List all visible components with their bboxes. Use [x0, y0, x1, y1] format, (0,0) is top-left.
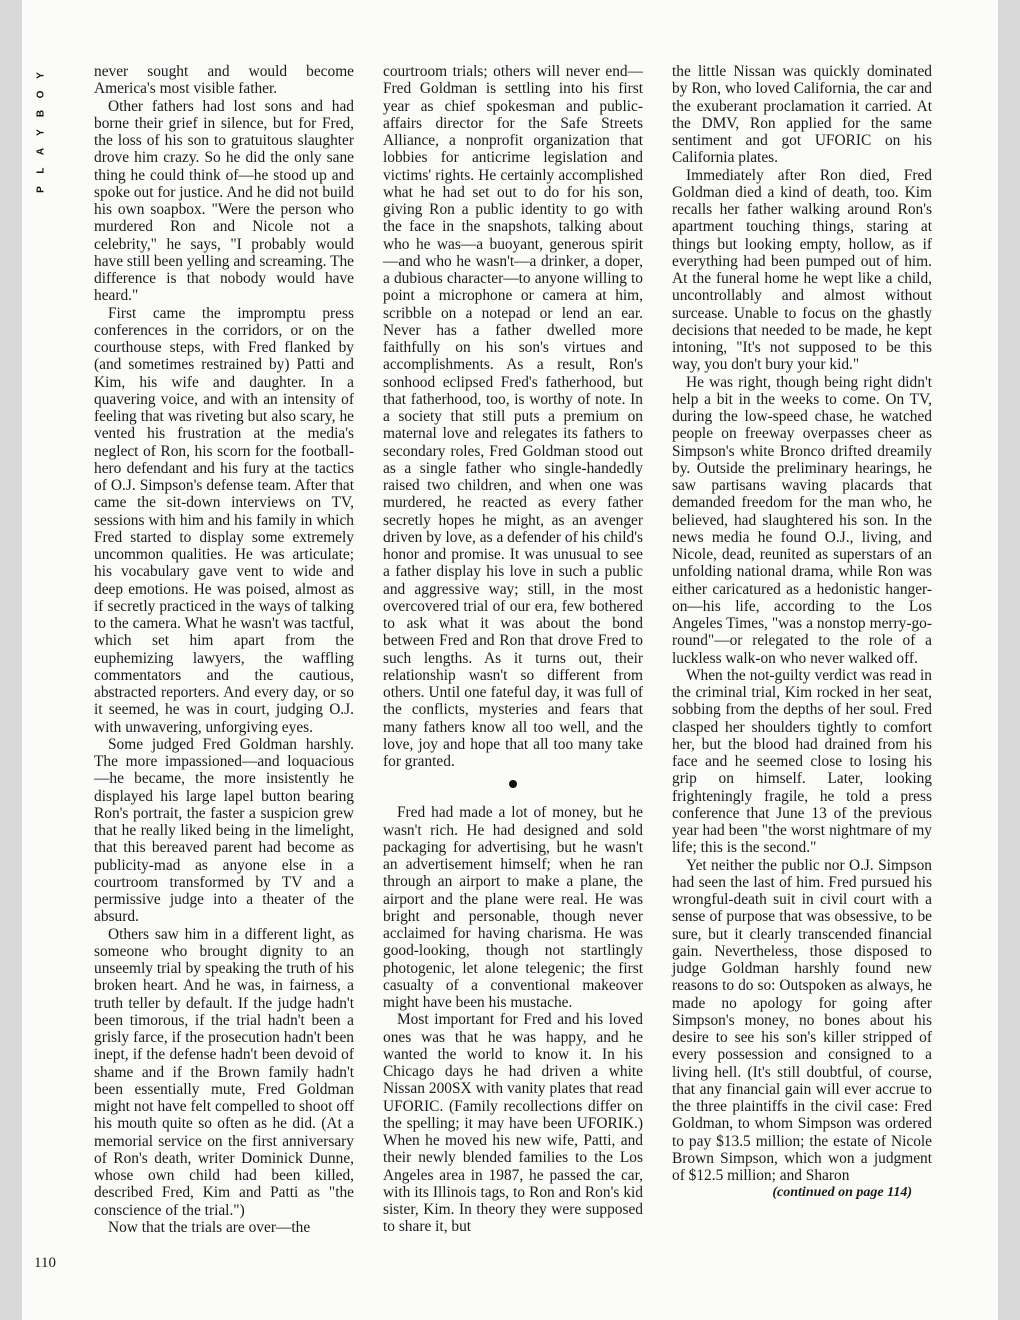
paragraph: the little Nissan was quickly dominated by Ron, who loved California, the car and the exuberant proclamation it carried. At the DMV, Ron applied for the same sentiment and got UFORIC on his California plates. — [672, 63, 932, 167]
masthead-letter: O — [35, 90, 47, 99]
paragraph: Other fathers had lost sons and had borne their grief in silence, but for Fred, the loss of his son to gratuitous slaughter drove him crazy. So he did the only sane thing he could think of—he stood up and spoke out for justice. And he did not build his own soapbox. "Were the person who murdered Ron and Nicole not a celebrity," he says, "I probably would have still been yelling and screaming. The difference is that nobody would have heard." — [94, 97, 354, 305]
masthead-letter: L — [35, 167, 47, 174]
paragraph: never sought and would become America's most visible father. — [94, 63, 354, 98]
paragraph: He was right, though being right didn't help a bit in the weeks to come. On TV, during the low-speed chase, he watched people on freeway overpasses cheer as Simpson's white Bronco drifted dreamily by. Outside the preliminary hearings, he saw partisans waving placards that demanded freedom for the man who, he believed, had slaughtered his son. In the news media he found O.J., living, and Nicole, dead, reunited as superstars of an unfolding national drama, while Ron was either caricatured as a hedonistic hanger-on—his life, according to the Los Angeles Times, "was a nonstop merry-go-round"—or relegated to the role of a luckless walk-on who never walked off. — [672, 373, 932, 667]
masthead-letter: B — [35, 109, 47, 118]
paragraph: courtroom trials; others will never end—Fred Goldman is settling into his first year as chief spokesman and public-affairs director for the Safe Streets Alliance, a nonprofit organization that lobbies for anticrime legislation and victims' rights. He certainly accomplished what he had set out to do for his son, giving Ron a public identity to go with the face in the snapshots, talking about who he was—a buoyant, generous spirit—and who he wasn't—a drinker, a doper, a dubious character—to anyone willing to point a microphone or camera at him, scribble on a notepad or lend an ear. Never has a father dwelled more faithfully on his son's virtues and accomplishments. As a result, Ron's sonhood eclipsed Fred's fatherhood, but that fatherhood, too, is worthy of note. In a society that still puts a premium on maternal love and relegates its fathers to secondary roles, Fred Goldman stood out as a single father who single-handedly raised two children, and when one was murdered, he reacted as every father secretly hopes he might, as an avenger driven by love, as a defender of his child's honor and promise. It was unusual to see a father display his love in such a public and aggressive way; still, in the most overcovered trial of our era, few bothered to ask what it was about the bond between Fred and Ron that drove Fred to such lengths. As it turns out, their relationship wasn't so different from others. Until one fateful day, it was full of the conflicts, mysteries and fears that many fathers know all too well, and the love, joy and hope that all too many take for granted. — [383, 63, 643, 770]
paragraph: Most important for Fred and his loved ones was that he was happy, and he wanted the world to know it. In his Chicago days he had driven a white Nissan 200SX with vanity plates that read UFORIC. (Family recollections differ on the spelling; it may have been UFORIK.) When he moved his new wife, Patti, and their newly blended families to the Los Angeles area in 1987, he passed the car, with its Illinois tags, to Ron and Ron's kid sister, Kim. In theory they were supposed to share it, but — [383, 1011, 643, 1236]
continued-note: (continued on page 114) — [772, 1185, 912, 1201]
text-column-3 — [672, 63, 932, 1202]
paragraph: When the not-guilty verdict was read in the criminal trial, Kim rocked in her seat, sobbing from the depths of her soul. Fred clasped her shoulders tightly to comfort her, but the blood had drained from his face and he seemed close to losing his grip on himself. Later, looking frighteningly fragile, he told a press conference that June 13 of the previous year had been "the worst nightmare of my life; this is the second." — [672, 666, 932, 857]
masthead-playboy — [30, 66, 52, 199]
masthead-letter: Y — [35, 72, 47, 79]
magazine-page — [22, 0, 998, 1320]
page-number: 110 — [34, 1255, 56, 1271]
masthead-letter: P — [35, 186, 47, 193]
masthead-letter: Y — [35, 129, 47, 136]
paragraph: Immediately after Ron died, Fred Goldman died a kind of death, too. Kim recalls her father walking around Ron's apartment touching things, staring at things but looking empty, hollow, as if everything had been pumped out of him. At the funeral home he wept like a child, uncontrollably and almost without surcease. Unable to focus on the ghastly decisions that needed to be made, he kept intoning, "It's not supposed to be this way, you don't bury your kid." — [672, 166, 932, 374]
section-break-bullet — [383, 776, 643, 794]
paragraph: Now that the trials are over—the — [108, 1218, 311, 1236]
masthead-letter: A — [35, 147, 47, 156]
paragraph: Others saw him in a different light, as someone who brought dignity to an unseemly trial by speaking the truth of his broken heart. And he was, in fairness, a truth teller by default. If the judge hadn't been timorous, if the trial hadn't been a grisly farce, if the prosecution hadn't been inept, if the defense hadn't been devoid of shame and if the Brown family hadn't been essentially mute, Fred Goldman might not have felt compelled to shoot off his mouth quite so often as he did. (At a memorial service on the first anniversary of Ron's death, writer Dominick Dunne, whose own child had been killed, described Fred, Kim and Patti as "the conscience of the trial.") — [94, 925, 354, 1219]
paragraph: Yet neither the public nor O.J. Simpson had seen the last of him. Fred pursued his wrongful-death suit in civil court with a sense of purpose that was obsessive, to be sure, but it clearly transcended financial gain. Nevertheless, those disposed to judge Goldman harshly found new reasons to do so: Outspoken as always, he made no apology for going after Simpson's money, no bones about his desire to see his son's killer stripped of every possession and consigned to a living hell. (It's still doubtful, of course, that any financial gain will ever accrue to the three plaintiffs in the civil case: Fred Goldman, to whom Simpson was ordered to pay $13.5 million; the estate of Nicole Brown Simpson, which won a judgment of $12.5 million; and Sharon — [672, 856, 932, 1184]
paragraph: Fred had made a lot of money, but he wasn't rich. He had designed and sold packaging for advertising, but he wasn't an advertisement himself; when he ran through an airport to make a plane, the airport and the plane were real. He was bright and personable, though never acclaimed for having charisma. He was good-looking, though not startlingly photogenic, let alone telegenic; the first casualty of a conventional makeover might have been his mustache. — [383, 804, 643, 1011]
paragraph: First came the impromptu press conferences in the corridors, or on the courthouse steps, with Fred flanked by (and sometimes restrained by) Patti and Kim, his wife and daughter. In a quavering voice, and with an intensity of feeling that was riveting but also scary, he vented his frustration at the media's neglect of Ron, his scorn for the football-hero defendant and his fury at the tactics of O.J. Simpson's defense team. After that came the sit-down interviews on TV, sessions with him and his family in which Fred started to display some extremely uncommon qualities. He was articulate; his vocabulary gave vent to wide and deep emotions. He was poised, almost as if secretly practiced in the ways of talking to the camera. What he wasn't was tactful, which set him apart from the euphemizing lawyers, the waffling commentators and the cautious, abstracted reporters. And every day, or so it seemed, he was in court, judging O.J. with unwavering, unforgiving eyes. — [94, 304, 354, 736]
paragraph: Some judged Fred Goldman harshly. The more impassioned—and loquacious—he became, the more insistently he displayed his large lapel button bearing Ron's portrait, the faster a suspicion grew that he really liked being in the limelight, that this bereaved parent had become as publicity-mad as anyone else in a courtroom transformed by TV and a permissive judge into a theater of the absurd. — [94, 735, 354, 926]
text-column-2 — [383, 63, 643, 1236]
text-column-1 — [94, 63, 354, 1236]
